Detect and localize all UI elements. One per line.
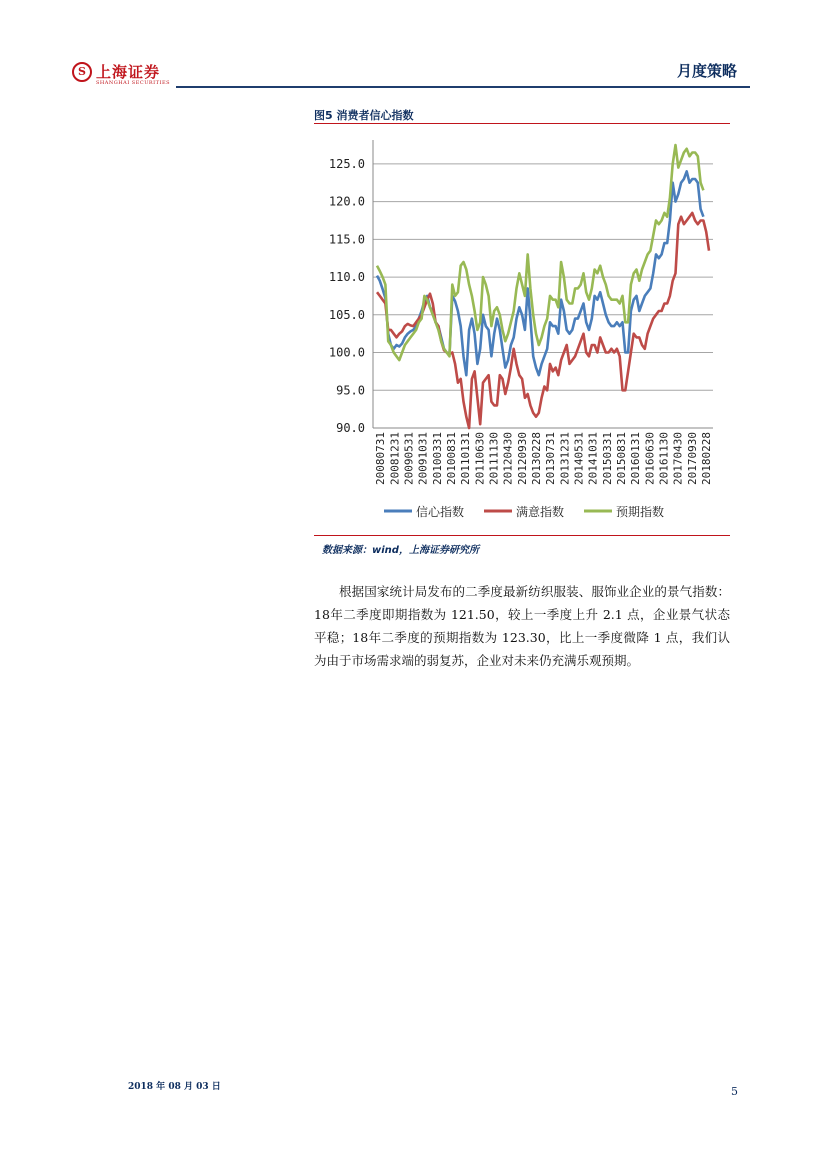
x-tick-label: 20100331 — [430, 432, 444, 485]
y-tick-label: 95.0 — [336, 383, 365, 398]
x-tick-label: 20150331 — [600, 432, 614, 485]
y-tick-label: 115.0 — [328, 232, 365, 247]
figure-top-rule — [314, 123, 730, 124]
x-tick-label: 20080731 — [374, 432, 388, 485]
figure-bottom-rule — [314, 535, 730, 536]
figure-title: 图5 消费者信心指数 — [314, 109, 414, 122]
logo-subtext: SHANGHAI SECURITIES — [96, 80, 171, 86]
x-tick-label: 20130228 — [529, 432, 543, 485]
x-tick-label: 20110131 — [459, 432, 473, 485]
x-tick-label: 20160131 — [629, 432, 643, 485]
x-tick-label: 20170430 — [671, 432, 685, 485]
legend-label: 预期指数 — [616, 505, 665, 519]
y-tick-label: 90.0 — [336, 421, 365, 435]
x-tick-label: 20131231 — [558, 432, 572, 485]
x-tick-label: 20140531 — [572, 432, 586, 485]
chart-series — [377, 145, 709, 428]
y-tick-label: 110.0 — [328, 270, 365, 285]
logo-emblem-icon: S — [72, 62, 92, 82]
x-tick-label: 20160630 — [643, 432, 657, 485]
x-tick-label: 20150831 — [614, 432, 628, 485]
footer-date: 2018 年 08 月 03 日 — [128, 1082, 221, 1092]
company-logo — [72, 60, 172, 90]
x-tick-label: 20090531 — [402, 432, 416, 485]
x-tick-label: 20110630 — [473, 432, 487, 485]
y-tick-label: 125.0 — [328, 156, 365, 171]
x-tick-label: 20120430 — [501, 432, 515, 485]
series-line — [377, 213, 709, 428]
x-tick-label: 20100831 — [444, 432, 458, 485]
figure-source: 数据来源：wind，上海证券研究所 — [322, 545, 479, 556]
chart-legend — [384, 504, 664, 519]
x-tick-label: 20180228 — [699, 432, 713, 485]
body-paragraph: 根据国家统计局发布的二季度最新纺织服装、服饰业企业的景气指数：18年二季度即期指数为 121.50，较上一季度上升 2.1 点，企业景气状态平稳；18年二季度的预期指数为 123.30，比上一季度微降 1 点，我们认为由于市场需求端的弱复苏，企业对未来仍充满乐观预期。 — [314, 584, 730, 668]
x-tick-label: 20081231 — [388, 432, 402, 485]
legend-label: 信心指数 — [416, 505, 465, 519]
logo-text: 上海证券 — [96, 63, 161, 81]
consumer-confidence-chart — [314, 130, 730, 530]
legend-label: 满意指数 — [516, 505, 565, 519]
report-type: 月度策略 — [676, 62, 737, 80]
y-axis — [329, 140, 373, 435]
x-tick-label: 20120930 — [515, 432, 529, 485]
header-divider — [176, 86, 750, 88]
y-tick-label: 105.0 — [328, 307, 365, 322]
y-tick-label: 100.0 — [328, 345, 365, 360]
x-tick-label: 20141031 — [586, 432, 600, 485]
series-line — [377, 145, 703, 360]
x-tick-label: 20170930 — [685, 432, 699, 485]
x-tick-label: 20130731 — [544, 432, 558, 485]
x-tick-label: 20111130 — [487, 432, 501, 485]
x-tick-label: 20161130 — [657, 432, 671, 485]
x-axis — [373, 428, 713, 485]
page-number: 5 — [731, 1085, 738, 1098]
y-tick-label: 120.0 — [328, 194, 365, 209]
x-tick-label: 20091031 — [416, 432, 430, 485]
